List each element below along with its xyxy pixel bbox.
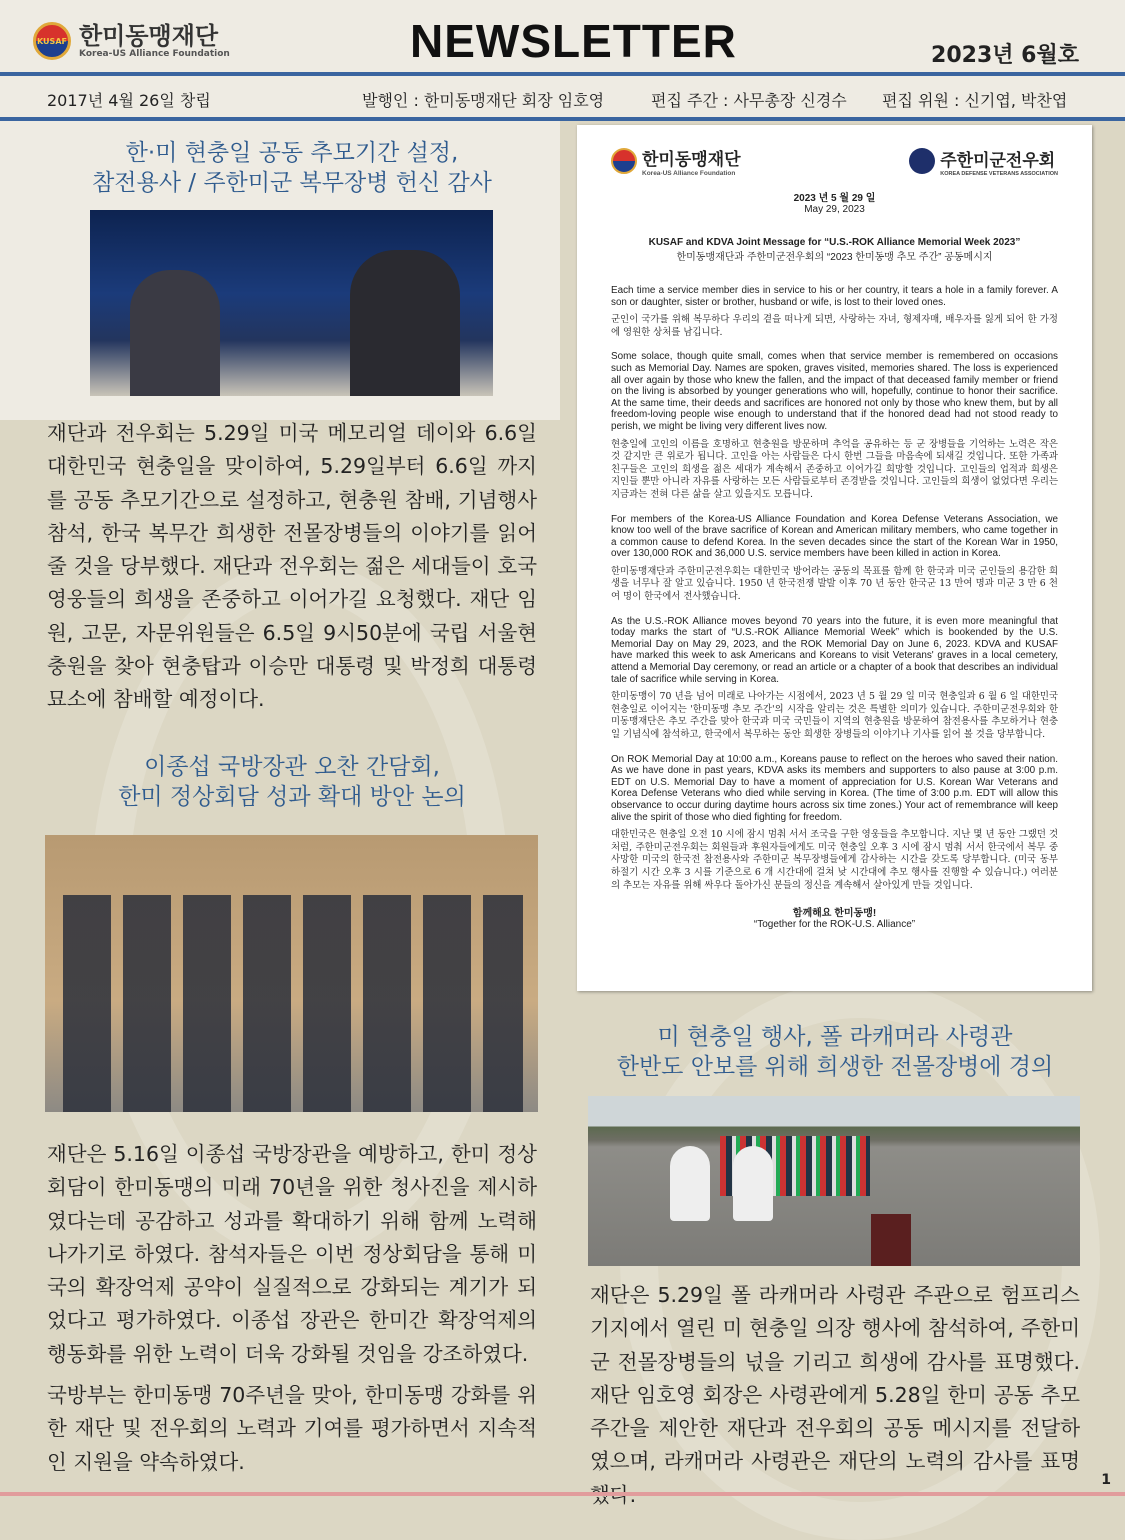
newsletter-title: NEWSLETTER xyxy=(410,15,737,67)
chief-editor: 편집 주간 : 사무총장 신경수 xyxy=(651,91,847,110)
article2-body: 재단은 5.16일 이종섭 국방장관을 예방하고, 한미 정상회담이 한미동맹의 미래 70년을 위한 청사진을 제시하였다는데 공감하고 성과를 확대하기 위해 함께 노력해 나가기로 하였다. 참석자들은 이번 정상회담을 통해 미국의 확장억제 공약이 실질적으로 강화되는 계기가 되었다고 평가하였다. 이종섭 장관은 한미간 확장억제의 행동화를 위한 노력이 더욱 강화될 것임을 강조하였다. 국방부는 한미동맹 70주년을 맞아, 한미동맹 강화를 위한 재단 및 전우회의 노력과 기여를 평가하면서 지속적인 지원을 약속하였다. xyxy=(47,1142,537,1474)
article2-headline: 이종섭 국방장관 오찬 간담회, 한미 정상회담 성과 확대 방안 논의 xyxy=(118,754,466,810)
article1-body: 재단과 전우회는 5.29일 미국 메모리얼 데이와 6.6일 대한민국 현충일을 맞이하여, 5.29일부터 6.6일 까지를 공동 추모기간으로 설정하고, 현충원 참배, 기념행사 참석, 한국 복무간 희생한 전몰장병들의 이야기를 읽어 줄 것을 당부했다. 재단과 전우회는 젊은 세대들이 호국 영웅들의 희생을 존중하고 이어가길 요청했다. 재단 임원, 고문, 자문위원들은 6.5일 9시50분에 국립 서울현충원을 찾아 현충탑과 이승만 대통령 및 박정희 대통령 묘소에 참배할 예정이다. xyxy=(47,421,537,712)
memorial-ceremony-photo xyxy=(588,1096,1080,1266)
letter-closing-ko: 함께해요 한미동맹! xyxy=(792,908,877,920)
logo-text-ko: 한미동맹재단 xyxy=(79,22,219,50)
letter-title-ko: 한미동맹재단과 주한미군전우회의 “2023 한미동맹 추모 주간” 공동메시지 xyxy=(676,252,993,263)
kusaf-emblem-icon: KUSAF xyxy=(33,22,71,60)
letter-closing-en: “Together for the ROK-U.S. Alliance” xyxy=(753,919,916,931)
kusaf-emblem-icon xyxy=(611,148,637,174)
foundation-logo xyxy=(33,22,230,60)
editors: 편집 위원 : 신기엽, 박찬엽 xyxy=(882,91,1068,110)
letter-logo-kdva: 주한미군전우회 KOREA DEFENSE VETERANS ASSOCIATION xyxy=(909,146,1058,177)
letter-paragraph: As the U.S.-ROK Alliance moves beyond 70 years into the future, it is even more meaningful that today marks the start of “U.S.-ROK Alliance Memorial Week” which is bookended by the U.S. Memorial Day on May 29, 2023, and the ROK Memorial Day on June 6, 2023. KDVA and KUSAF have marked this week to ask Americans and Koreans to visit Veterans' graves in a local cemetery, attend a Memorial Day ceremony, or read an article or a chapter of a book that describes an individual tale of sacrifice while serving in Korea. 한미동맹이 70 년을 넘어 미래로 나아가는 시점에서, 2023 년 5 월 29 일 미국 현충일과 6 월 6 일 대한민국 현충일로 이어지는 '한미동맹 추모 주간'의 시작을 알리는 것은 특별한 의미가 있습니다. 주한미군전우회와 한미동맹재단은 추모 주간을 맞아 한국과 미국 국민들이 지역의 현충원을 방문하여 참전용사를 추모하거나 현충일 기념식에 참석하고, 한국에서 복무하는 동안 희생한 장병들의 이야기나 기사를 읽어 볼 것을 당부합니다. xyxy=(611,615,1058,740)
page-number: 1 xyxy=(1101,1472,1111,1488)
logo-text-en: Korea-US Alliance Foundation xyxy=(79,49,230,59)
founded-date: 2017년 4월 26일 창립 xyxy=(47,91,211,110)
letter-paragraph: Some solace, though quite small, comes when that service member is remembered on occasions such as Memorial Day. Names are spoken, graves visited, memories shared. The loss is experienced all over again by those who knew the fallen, and the impact of that deceased family member or friend on the living is absorbed by younger generations who will, hopefully, continue to honor their sacrifice. At the same time, their deeds and sacrifices are honored not only by those who knew them, but by all freedom-loving people wise enough to understand that if the honored dead had not stood ready to perish, we might be living very different lives now. 현충일에 고인의 이름을 호명하고 현충원을 방문하며 추억을 공유하는 등 군 장병들을 기억하는 노력은 작은 것 같지만 큰 위로가 됩니다. 고인을 아는 사람들은 다시 한번 그들을 마음속에 되새길 것입니다. 또한 가족과 친구들은 고인의 희생을 젊은 세대가 계속해서 존중하고 이어가길 희망할 것입니다. 고인들의 업적과 희생은 지인들 뿐만 아니라 자유를 사랑하는 모든 사람들로부터 존경받을 것입니다. 고인들의 희생이 없었다면 우리는 지금과는 전혀 다른 삶을 살고 있을지도 모릅니다. xyxy=(611,351,1058,500)
article3-body: 재단은 5.29일 폴 라캐머라 사령관 주관으로 험프리스 기지에서 열린 미 현충일 의장 행사에 참석하여, 주한미군 전몰장병들의 넋을 기리고 희생에 감사를 표명했다. 재단 임호영 회장은 사령관에게 5.28일 한미 공동 추모주간을 제안한 재단과 전우회의 공동 메시지를 전달하였으며, 라캐머라 사령관은 재단의 노력의 감사를 표명 xyxy=(590,1283,1080,1474)
divider xyxy=(0,72,1125,76)
article3-headline: 미 현충일 행사, 폴 라캐머라 사령관 한반도 안보를 위해 희생한 전몰장병에 경의 xyxy=(616,1024,1054,1080)
article1-headline: 한·미 현충일 공동 추모기간 설정, 참전용사 / 주한미군 복무장병 헌신 감사 xyxy=(92,140,492,196)
letter-date-en: May 29, 2023 xyxy=(804,204,865,215)
minister-luncheon-photo xyxy=(45,835,538,1112)
letter-paragraph: For members of the Korea-US Alliance Foundation and Korea Defense Veterans Association, we know too well of the brave sacrifice of Korean and American military members, who came together in a common cause to defend Korea. In the seven decades since the start of the Korean War in 1950, over 130,000 ROK and 36,000 U.S. service members have been killed in action in Korea. 한미동맹재단과 주한미군전우회는 대한민국 방어라는 공동의 목표를 함께 한 한국과 미국 군인들의 용감한 희생을 너무나 잘 알고 있습니다. 1950 년 한국전쟁 발발 이후 70 년 동안 한국군 13 만여 명과 미군 3 만 6 천여 명이 한국에서 전사했습니다. xyxy=(611,513,1058,603)
publisher: 발행인 : 한미동맹재단 회장 임호영 xyxy=(362,91,605,110)
letter-paragraph: On ROK Memorial Day at 10:00 a.m., Koreans pause to reflect on the heroes who saved their nation. As we have done in past years, KDVA asks its members and supporters to also pause at 3:00 p.m. EDT on U.S. Memorial Day to have a moment of appreciation for U.S. Korean War Veterans and Korea Defense Veterans who died while serving in Korea. (The time of 3:00 p.m. EDT will allow this observance to occur during daytime hours across six time zones.) Your act of remembrance will keep alive the spirit of those who died fighting for freedom. 대한민국은 현충일 오전 10 시에 잠시 멈춰 서서 조국을 구한 영웅들을 추모합니다. 지난 몇 년 동안 그랬던 것처럼, 주한미군전우회는 회원들과 후원자들에게도 미국 현충일 오후 3 시에 잠시 멈춰 서서 한국에서 복무 중 사망한 미국의 한국전 참전용사와 주한미군 복무장병들에게 감사하는 시간을 갖도록 당부합니다. (미국 동부 하절기 시간 오후 3 시를 기준으로 6 개 시간대에 걸쳐 낮 시간대에 추모 행사를 진행할 수 있습니다.) 여러분의 추모는 자유를 위해 싸우다 돌아가신 분들의 정신을 계속해서 살아있게 만들 것입니다. xyxy=(611,753,1058,891)
divider xyxy=(0,117,1125,121)
issue-date: 2023년 6월호 xyxy=(931,43,1079,68)
letter-title-en: KUSAF and KDVA Joint Message for “U.S.-ROK Alliance Memorial Week 2023” xyxy=(648,237,1021,248)
kdva-emblem-icon xyxy=(909,148,935,174)
letter-logo-kusaf: 한미동맹재단 Korea-US Alliance Foundation xyxy=(611,145,741,177)
forum-photo xyxy=(90,210,493,396)
joint-message-letter xyxy=(577,125,1092,991)
footer-divider xyxy=(0,1492,1125,1496)
letter-date-ko: 2023 년 5 월 29 일 xyxy=(793,193,876,204)
letter-paragraph: Each time a service member dies in service to his or her country, it tears a hole in a family forever. A son or daughter, sister or brother, husband or wife, is lost to their loved ones. 군인이 국가를 위해 복무하다 우리의 곁을 떠나게 되면, 사랑하는 자녀, 형제자매, 배우자를 잃게 되어 한 가정에 영원한 상처를 남깁니다. xyxy=(611,285,1058,338)
